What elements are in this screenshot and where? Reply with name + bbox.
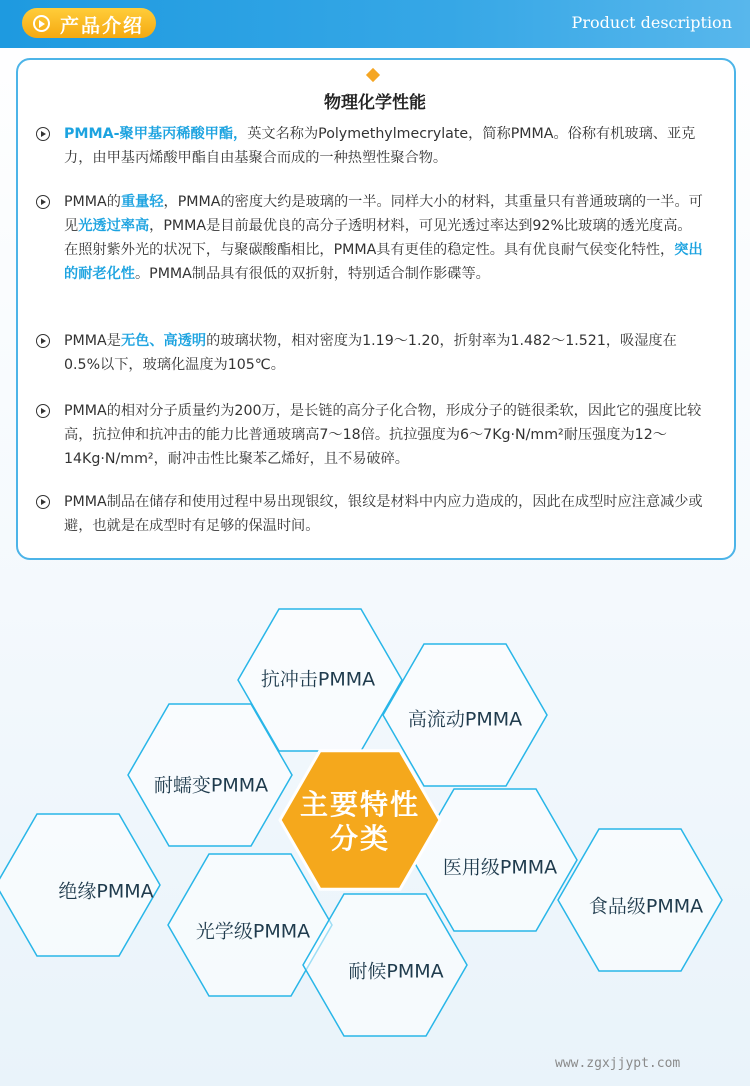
highlight-text: 光透过率高 [78, 218, 150, 234]
bullet-icon [36, 127, 50, 141]
header-title: 产品介绍 [60, 15, 145, 37]
hex-label: 耐候PMMA [348, 960, 444, 983]
bullet-icon [36, 495, 50, 509]
paragraph-text: 。PMMA制品具有很低的双折射，特别适合制作影碟等。 [134, 266, 490, 282]
property-paragraph [64, 490, 704, 538]
property-paragraph [64, 122, 704, 170]
hex-label: 医用级PMMA [442, 856, 558, 879]
highlight-text: 重量轻 [120, 194, 164, 210]
watermark: www.zgxjjypt.com [555, 1056, 681, 1071]
header-badge [22, 8, 156, 38]
paragraph-text: PMMA的相对分子质量约为200万，是长链的高分子化合物，形成分子的链很柔软，因此它的强度比较高，抗拉伸和抗冲击的能力比普通玻璃高7～18倍。抗拉强度为6～7Kg·N/mm²耐压强度为12～14Kg·N/mm²，耐冲击性比聚苯乙烯好，且不易破碎。 [64, 403, 702, 467]
hex-label: 绝缘PMMA [58, 880, 154, 903]
bullet-icon [36, 334, 50, 348]
center-label: 主要特性分类 [300, 788, 421, 855]
highlight-text: 突出的耐老化性 [64, 242, 703, 282]
paragraph-text: PMMA是 [64, 333, 121, 349]
hex-label: 耐蠕变PMMA [153, 774, 269, 797]
hex-label: 高流动PMMA [407, 708, 523, 731]
paragraph-text: 英文名称为Polymethylmecrylate，简称PMMA。俗称有机玻璃、亚克力，由甲基丙烯酸甲酯自由基聚合而成的一种热塑性聚合物。 [64, 126, 696, 166]
highlight-text: 无色、高透明 [120, 333, 207, 349]
header-subtitle: Product description [571, 13, 732, 32]
property-paragraph [64, 190, 704, 286]
section-header [0, 0, 750, 48]
panel-title: 物理化学性能 [324, 93, 426, 113]
play-circle-icon [33, 15, 50, 32]
bullet-icon [36, 195, 50, 209]
paragraph-text: 的玻璃状物，相对密度为1.19～1.20，折射率为1.482～1.521，吸湿度在0.5%以下，玻璃化温度为105℃。 [64, 333, 677, 373]
paragraph-text: ，PMMA是目前最优良的高分子透明材料，可见光透过率达到92%比玻璃的透光度高。在照射紫外光的状况下，与聚碳酸酯相比，PMMA具有更佳的稳定性。具有优良耐气侯变化特性， [64, 218, 692, 258]
paragraph-text: PMMA制品在储存和使用过程中易出现银纹，银纹是材料中内应力造成的，因此在成型时应注意减少或避，也就是在成型时有足够的保温时间。 [64, 494, 703, 534]
hex-label: 食品级PMMA [588, 895, 704, 918]
bullet-icon [36, 404, 50, 418]
hex-label: 光学级PMMA [195, 920, 311, 943]
highlight-text: PMMA-聚甲基丙稀酸甲酯， [64, 126, 248, 142]
property-paragraph [64, 399, 704, 471]
paragraph-text: PMMA的 [64, 194, 121, 210]
property-paragraph [64, 329, 704, 377]
paragraph-text: ，PMMA的密度大约是玻璃的一半。同样大小的材料，其重量只有普通玻璃的一半。可见 [64, 194, 703, 234]
hex-label: 抗冲击PMMA [260, 668, 376, 691]
